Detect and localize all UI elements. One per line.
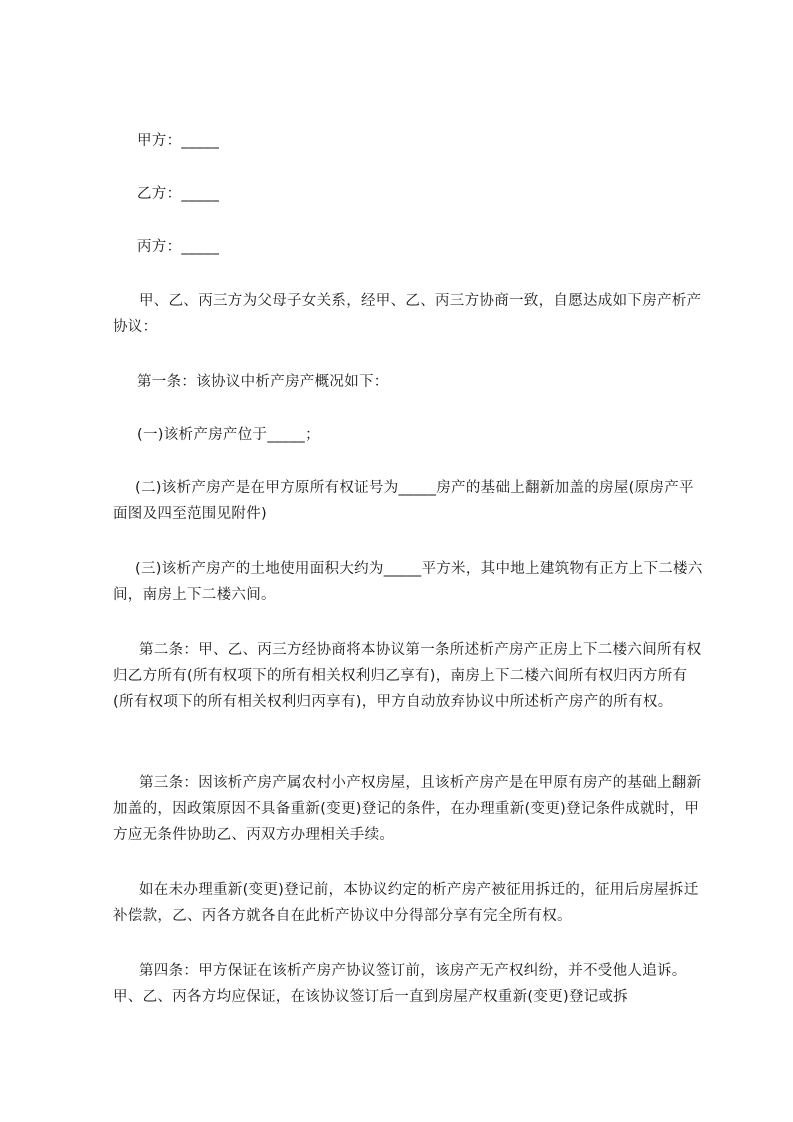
intro-paragraph: 甲、乙、丙三方为父母子女关系，经甲、乙、丙三方协商一致，自愿达成如下房产析产协议： <box>113 293 702 335</box>
article-3-paragraph: 第三条：因该析产房产属农村小产权房屋，且该析产房产是在甲原有房产的基础上翻新加盖的，因政策原因不具备重新(变更)登记的条件，在办理重新(变更)登记条件成就时，甲方应无条件协助乙、丙双方办理相关手续。 <box>113 775 702 843</box>
party-b-line: 乙方：_____ <box>137 186 220 202</box>
article-4-paragraph: 第四条：甲方保证在该析产房产协议签订前，该房产无产权纠纷，并不受他人追诉。甲、乙、丙各方均应保证，在该协议签订后一直到房屋产权重新(变更)登记或拆 <box>113 963 687 1005</box>
party-a-line: 甲方：_____ <box>137 133 220 149</box>
article-1-item-3: (三)该析产房产的土地使用面积大约为_____平方米，其中地上建筑物有正方上下二楼六间，南房上下二楼六间。 <box>113 561 703 603</box>
party-c-line: 丙方：_____ <box>137 239 220 255</box>
article-2-paragraph: 第二条：甲、乙、丙三方经协商将本协议第一条所述析产房产正房上下二楼六间所有权归乙方所有(所有权项下的所有相关权利归乙享有)，南房上下二楼六间所有权归丙方所有(所有权项下的所有相关权利归丙享有)，甲方自动放弃协议中所述析产房产的所有权。 <box>113 642 702 710</box>
article-1-heading: 第一条：该协议中析产房产概况如下： <box>137 374 389 390</box>
article-1-item-2: (二)该析产房产是在甲方原所有权证号为_____房产的基础上翻新加盖的房屋(原房产平面图及四至范围见附件) <box>113 480 694 522</box>
article-1-item-1: (一)该析产房产位于_____； <box>137 427 320 443</box>
article-3-note-paragraph: 如在未办理重新(变更)登记前，本协议约定的析产房产被征用拆迁的，征用后房屋拆迁补偿款，乙、丙各方就各自在此析产协议中分得部分享有完全所有权。 <box>113 882 699 924</box>
